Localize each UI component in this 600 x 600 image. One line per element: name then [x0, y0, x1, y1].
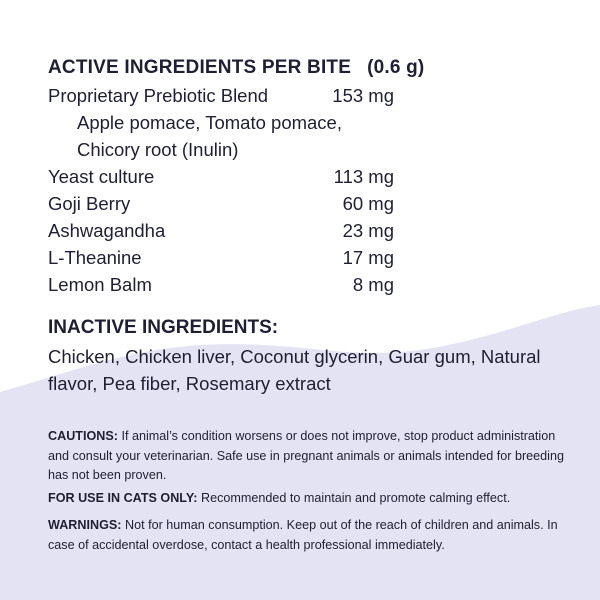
ingredient-amount: 60 mg — [342, 193, 394, 214]
cats-only-text: Recommended to maintain and promote calming effect. — [197, 491, 511, 505]
cautions-text: If animal’s condition worsens or does not improve, stop product administration and consult your veterinarian. Safe use in pregnant animals or animals intended for breeding has not been proven. — [48, 429, 564, 482]
active-heading-text: ACTIVE INGREDIENTS PER BITE — [48, 57, 352, 78]
warnings-text: Not for human consumption. Keep out of the reach of children and animals. In case of accidental overdose, contact a health professional immediately. — [48, 518, 558, 552]
ingredient-amount: 8 mg — [352, 274, 394, 295]
ingredient-name: Yeast culture — [48, 166, 155, 187]
ingredient-name: Ashwagandha — [48, 220, 166, 241]
ingredient-amount: 17 mg — [342, 247, 394, 268]
warnings-label: WARNINGS: — [48, 518, 122, 532]
ingredient-row — [48, 166, 394, 192]
ingredient-name: L-Theanine — [48, 247, 142, 268]
ingredient-amount: 113 mg — [333, 166, 394, 187]
ingredient-row — [48, 247, 394, 273]
ingredient-amount: 23 mg — [342, 220, 394, 241]
ingredient-row — [48, 220, 394, 246]
cats-only-label: FOR USE IN CATS ONLY: — [48, 491, 198, 505]
ingredient-row — [48, 193, 394, 219]
active-ingredients-heading — [48, 57, 424, 79]
inactive-ingredients-heading: INACTIVE INGREDIENTS: — [48, 317, 279, 338]
blend-components-line: Chicory root (Inulin) — [77, 139, 239, 160]
inactive-ingredients-text: Chicken, Chicken liver, Coconut glycerin, Guar gum, Natural flavor, Pea fiber, Rosemary extract — [48, 346, 541, 394]
ingredient-row — [48, 85, 394, 111]
ingredient-row — [48, 274, 394, 300]
warnings-paragraph — [48, 516, 578, 555]
ingredient-name: Goji Berry — [48, 193, 131, 214]
ingredient-name: Lemon Balm — [48, 274, 152, 295]
cautions-paragraph — [48, 427, 578, 486]
ingredient-amount: 153 mg — [332, 85, 394, 106]
cautions-label: CAUTIONS: — [48, 429, 118, 443]
blend-components-line: Apple pomace, Tomato pomace, — [77, 112, 342, 133]
serving-size: (0.6 g) — [367, 57, 425, 78]
cats-only-paragraph — [48, 489, 578, 509]
ingredient-name: Proprietary Prebiotic Blend — [48, 85, 269, 106]
